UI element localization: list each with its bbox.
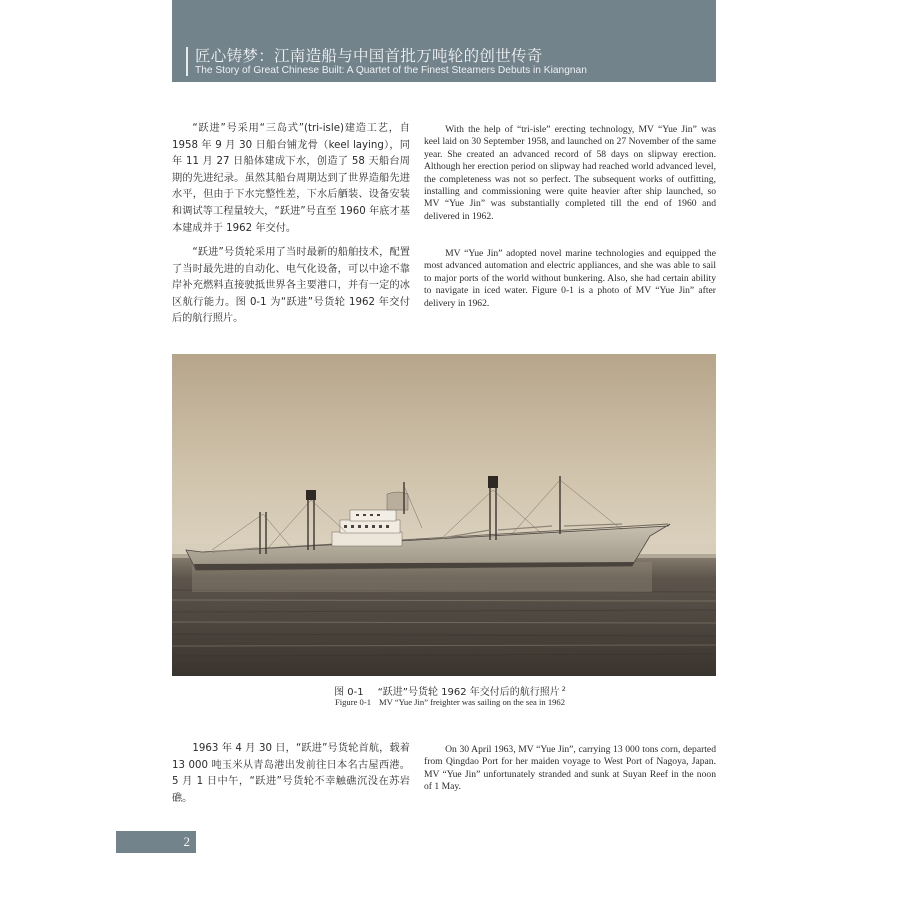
paragraph-zh-1: “跃进”号采用“三岛式”(tri-isle)建造工艺，自 1958 年 9 月 30 日船台铺龙骨（keel laying），同年 11 月 27 日船体建成下水，创造了 58 天船台周期的先进纪录。虽然其船台周期达到了世界造船先进水平，但由于下水完整性差，下水后舾装、设备安装和调试等工程量较大，“跃进”号直至 1960 年底才基本建成并于 1962 年交付。 (172, 123, 410, 234)
figure-caption-chinese (0, 683, 900, 698)
figure-label-zh: 图 0-1 (334, 687, 364, 698)
page-number-tab (116, 831, 196, 853)
paragraph-zh-3: 1963 年 4 月 30 日，“跃进”号货轮首航，载着 13 000 吨玉米从青岛港出发前往日本名古屋西港。5 月 1 日中午，“跃进”号货轮不幸触礁沉没在苏岩礁。 (172, 743, 410, 804)
ship-illustration (172, 354, 716, 676)
chapter-title-english: The Story of Great Chinese Built: A Quartet of the Finest Steamers Debuts in Kiangnan (195, 65, 587, 76)
paragraph-en-1: With the help of “tri-isle” erecting technology, MV “Yue Jin” was keel laid on 30 September 1958, and launched on 27 November of the same year. She created an advanced record of 58 days on slipway erection. Although her erection period on slipway had reached world advanced level, the completeness was not so perfect. The subsequent works of outfitting, installing and commissioning were quite heavier after ship launched, so MV “Yue Jin” was substantially completed till the end of 1960 and delivered in 1962. (424, 124, 716, 222)
ship-photo (172, 354, 716, 676)
figure-caption-text-zh: “跃进”号货轮 1962 年交付后的航行照片 (377, 687, 560, 698)
paragraph-en-3: On 30 April 1963, MV “Yue Jin”, carrying 13 000 tons corn, departed from Qingdao Port for her maiden voyage to West Port of Nagoya, Japan. MV “Yue Jin” unfortunately stranded and sunk at Suyan Reef in the noon of 1 May. (424, 744, 716, 793)
chapter-title-chinese: 匠心铸梦：江南造船与中国首批万吨轮的创世传奇 (195, 47, 543, 65)
page-number: 2 (183, 834, 190, 849)
figure-label-en: Figure 0-1 (334, 697, 372, 707)
figure-caption-english (0, 697, 900, 707)
header-accent-bar (186, 47, 188, 76)
footnote-marker: 2 (561, 684, 566, 693)
figure-caption-text-en: MV “Yue Jin” freighter was sailing on the sea in 1962 (379, 697, 566, 707)
paragraph-zh-2: “跃进”号货轮采用了当时最新的船舶技术，配置了当时最先进的自动化、电气化设备，可以中途不靠岸补充燃料直接驶抵世界各主要港口，并有一定的冰区航行能力。图 0-1 为“跃进”号货轮 1962 年交付后的航行照片。 (172, 247, 410, 325)
paragraph-en-2: MV “Yue Jin” adopted novel marine technologies and equipped the most advanced automation and electric appliances, and she was able to sail to major ports of the world without bunkering. Also, she had certain ability to navigate in iced water. Figure 0-1 is a photo of MV “Yue Jin” after delivery in 1962. (424, 248, 716, 309)
